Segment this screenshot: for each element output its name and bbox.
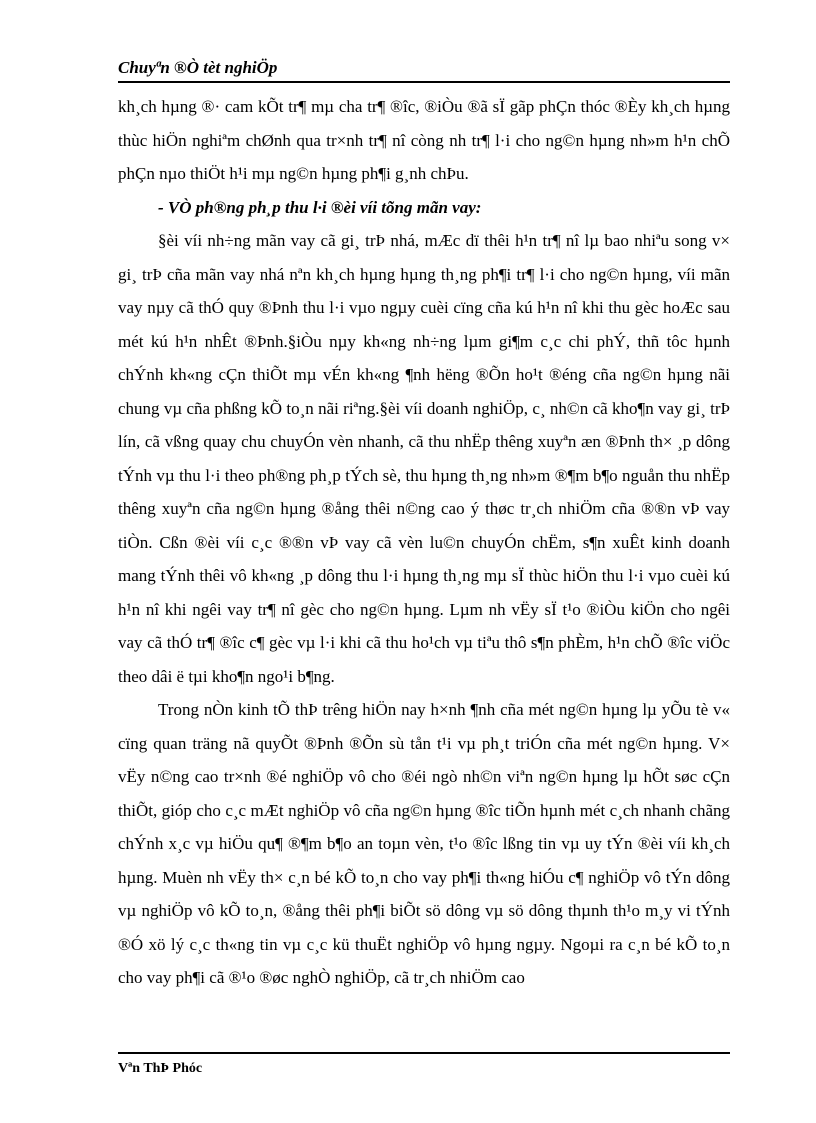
header-rule [118,81,730,83]
header-title: Chuyªn ®Ò tèt nghiÖp [118,58,278,77]
page-header [118,58,730,83]
continued-paragraph: kh¸ch hµng ®· cam kÕt tr¶ mµ cha tr¶ ®îc, ®iÒu ®ã sÏ gãp phÇn thóc ®Èy kh¸ch hµng thùc hiÖn nghiªm chØnh qua tr×nh tr¶ nî còng nh tr¶ l·i cho ng©n hµng nh»m h¹n chÕ phÇn nµo thiÖt h¹i mµ ng©n hµng ph¶i g¸nh chÞu. [118,97,730,183]
page-body [118,90,730,995]
page-footer [118,1052,730,1077]
footer-author: Vªn ThÞ Phóc [118,1061,203,1076]
body-paragraph-2: Trong nÒn kinh tÕ thÞ trêng hiÖn nay h×nh ¶nh cña mét ng©n hµng lµ yÕu tè v« cïng quan träng nã quyÕt ®Þnh ®Õn sù tån t¹i vµ ph¸t triÓn cña mét ng©n hµng. V× vËy n©ng cao tr×nh ®é nghiÖp vô cho ®éi ngò nh©n viªn ng©n hµng lµ hÕt søc cÇn thiÕt, gióp cho c¸c mÆt nghiÖp vô cña ng©n hµng ®îc tiÕn hµnh mét c¸ch nhanh chãng chÝnh x¸c vµ hiÖu qu¶ ®¶m b¶o an toµn vèn, t¹o ®îc lßng tin vµ uy tÝn ®èi víi kh¸ch hµng. Muèn nh vËy th× c¸n bé kÕ to¸n cho vay ph¶i th«ng hiÓu c¶ nghiÖp vô tÝn dông vµ nghiÖp vô kÕ to¸n, ®ång thêi ph¶i biÕt sö dông vµ sö dông thµnh th¹o m¸y vi tÝnh ®Ó xö lý c¸c th«ng tin vµ c¸c kü thuËt nghiÖp vô hµng ngµy. Ngoµi ra c¸n bé kÕ to¸n cho vay ph¶i cã ®¹o ®øc nghÒ nghiÖp, cã tr¸ch nhiÖm cao [118,700,730,987]
body-paragraph-1: §èi víi nh÷ng mãn vay cã gi¸ trÞ nhá, mÆc dï thêi h¹n tr¶ nî lµ bao nhiªu song v× gi¸ trÞ cña mãn vay nhá nªn kh¸ch hµng hµng th¸ng ph¶i tr¶ l·i cho ng©n hµng, víi mãn vay nµy cã thÓ quy ®Þnh thu l·i vµo ngµy cuèi cïng cña kú h¹n nî khi thu gèc hoÆc sau mét kú h¹n nhÊt ®Þnh.§iÒu nµy kh«ng nh÷ng lµm gi¶m c¸c chi phÝ, thñ tôc hµnh chÝnh kh«ng cÇn thiÕt mµ vÉn kh«ng ¶nh hëng ®Õn ho¹t ®éng cña ng©n hµng nãi chung vµ cña phßng kÕ to¸n nãi riªng.§èi víi doanh nghiÖp, c¸ nh©n cã kho¶n vay gi¸ trÞ lín, cã vßng quay chu chuyÓn vèn nhanh, cã thu nhËp thêng xuyªn æn ®Þnh th× ¸p dông tÝnh vµ thu l·i theo ph®ng ph¸p tÝch sè, thu hµng th¸ng nh»m ®¶m b¶o nguån thu nhËp thêng xuyªn cña ng©n hµng ®ång thêi n©ng cao ý thøc tr¸ch nhiÖm cña ®®n vÞ vay tiÒn. Cßn ®èi víi c¸c ®®n vÞ vay cã vèn lu©n chuyÓn chËm, s¶n xuÊt kinh doanh mang tÝnh thêi vô kh«ng ¸p dông thu l·i hµng th¸ng mµ sÏ thùc hiÖn thu l·i vµo cuèi kú h¹n nî khi ngêi vay tr¶ nî gèc cho ng©n hµng. Lµm nh vËy sÏ t¹o ®iÒu kiÖn cho ngêi vay cã thÓ tr¶ ®îc c¶ gèc vµ l·i khi cã thu ho¹ch vµ tiªu thô s¶n phÈm, h¹n chÕ ®îc viÖc theo dâi ë tµi kho¶n ngo¹i b¶ng. [118,231,730,686]
section-subheading: - VÒ ph®ng ph¸p thu l·i ®èi víi tõng mãn vay: [158,197,482,217]
